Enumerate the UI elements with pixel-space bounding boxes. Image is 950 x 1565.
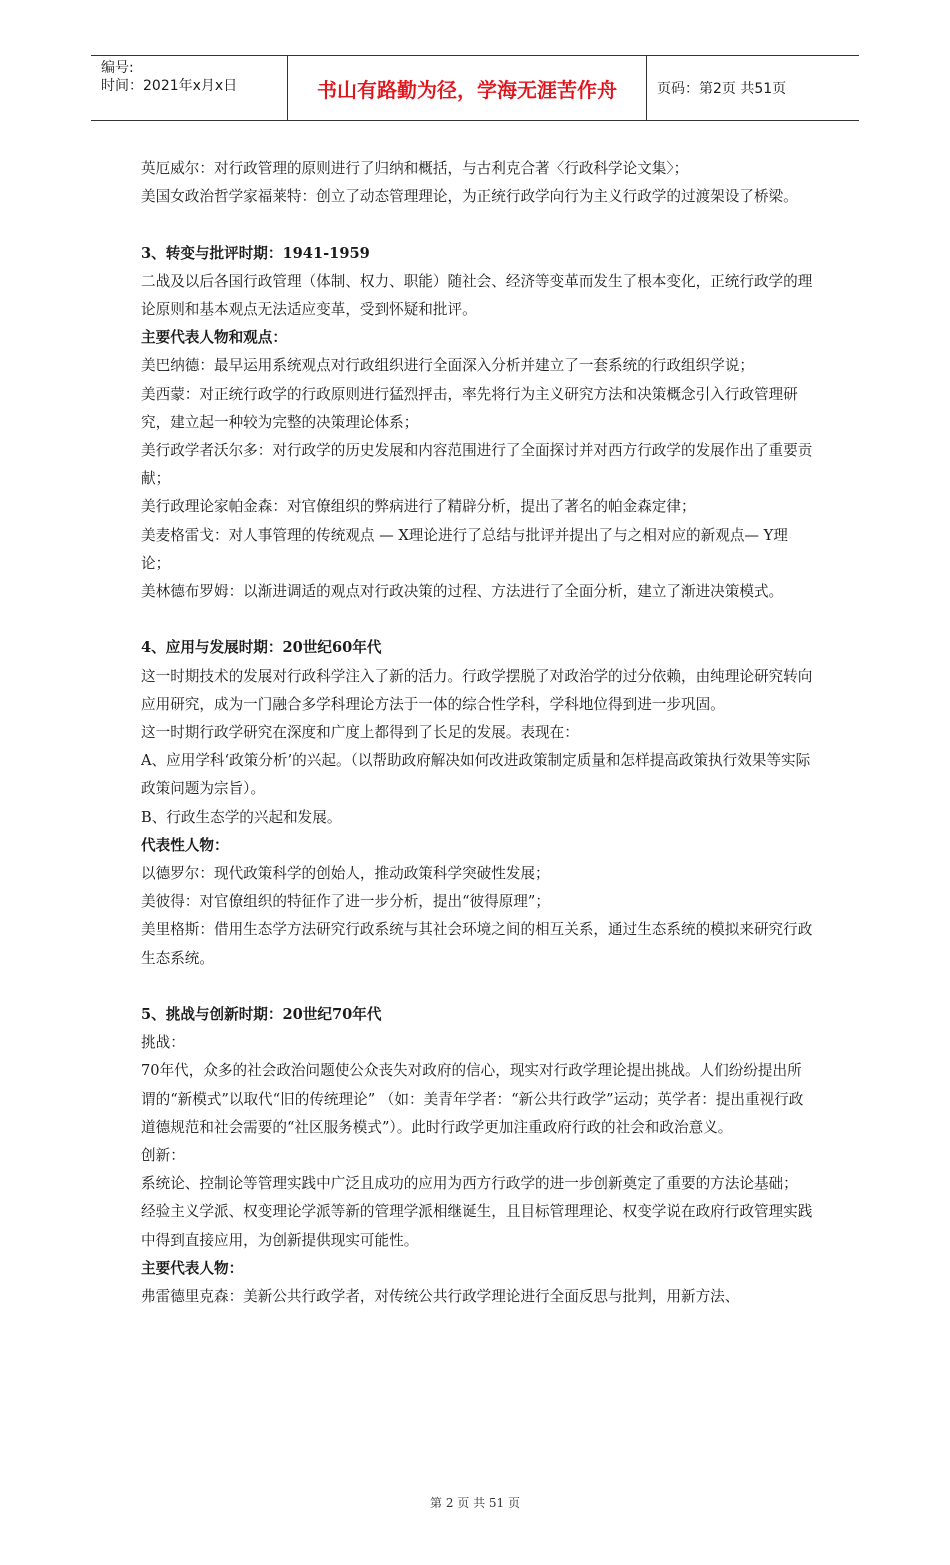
body-paragraph: 挑战：: [141, 1034, 185, 1052]
body-paragraph: 系统论、控制论等管理实践中广泛且成功的应用为西方行政学的进一步创新奠定了重要的方法论基础；: [141, 1175, 798, 1193]
body-paragraph: 美西蒙：对正统行政学的行政原则进行猛烈抨击，率先将行为主义研究方法和决策概念引入行政管理研究，建立起一种较为完整的决策理论体系；: [141, 385, 798, 431]
paragraph-spacer: [141, 973, 816, 1001]
body-paragraph: 创新：: [141, 1147, 185, 1165]
body-paragraph: 以德罗尔：现代政策科学的创始人，推动政策科学突破性发展；: [141, 865, 550, 883]
body-paragraph: 二战及以后各国行政管理（体制、权力、职能）随社会、经济等变革而发生了根本变化，正统行政学的理论原则和基本观点无法适应变革，受到怀疑和批评。: [141, 272, 813, 318]
header-motto: 书山有路勤为径，学海无涯苦作舟: [287, 56, 647, 120]
body-paragraph: B、行政生态学的兴起和发展。: [141, 808, 342, 826]
body-paragraph: 经验主义学派、权变理论学派等新的管理学派相继诞生，且目标管理理论、权变学说在政府行政管理实践中得到直接应用，为创新提供现实可能性。: [141, 1203, 813, 1249]
section-heading: 主要代表人物和观点：: [141, 329, 287, 347]
section-heading: 4、应用与发展时期：20世纪60年代: [141, 639, 382, 657]
page-header: [91, 55, 859, 121]
header-meta: [91, 56, 287, 120]
body-paragraph: 美国女政治哲学家福莱特：创立了动态管理理论，为正统行政学向行为主义行政学的过渡架设了桥梁。: [141, 188, 798, 206]
document-time-label: 时间：2021年x月x日: [101, 78, 238, 94]
body-paragraph: 美行政理论家帕金森：对官僚组织的弊病进行了精辟分析，提出了著名的帕金森定律；: [141, 498, 696, 516]
body-paragraph: 70年代，众多的社会政治问题使公众丧失对政府的信心，现实对行政学理论提出挑战。人们纷纷提出所谓的“新模式”以取代“旧的传统理论” （如：美青年学者：“新公共行政学”运动；英学者：提出重视行政道德规范和社会需要的“社区服务模式”）。此时行政学更加注重政府行政的社会和政治意义。: [141, 1062, 804, 1136]
body-paragraph: 这一时期技术的发展对行政科学注入了新的活力。行政学摆脱了对政治学的过分依赖，由纯理论研究转向应用研究，成为一门融合多学科理论方法于一体的综合性学科，学科地位得到进一步巩固。: [141, 667, 813, 713]
body-paragraph: A、应用学科‘政策分析’的兴起。（以帮助政府解决如何改进政策制定质量和怎样提高政策执行效果等实际政策问题为宗旨）。: [141, 752, 811, 798]
document-body: [141, 155, 816, 1311]
body-paragraph: 弗雷德里克森：美新公共行政学者，对传统公共行政学理论进行全面反思与批判，用新方法、: [141, 1288, 740, 1306]
body-paragraph: 美林德布罗姆：以渐进调适的观点对行政决策的过程、方法进行了全面分析，建立了渐进决策模式。: [141, 583, 784, 601]
paragraph-spacer: [141, 606, 816, 634]
section-heading: 3、转变与批评时期：1941-1959: [141, 244, 370, 262]
section-heading: 代表性人物：: [141, 836, 229, 854]
body-paragraph: 这一时期行政学研究在深度和广度上都得到了长足的发展。表现在：: [141, 724, 579, 742]
header-page-info: 页码：第2页 共51页: [657, 81, 787, 97]
paragraph-spacer: [141, 211, 816, 239]
body-paragraph: 英厄威尔：对行政管理的原则进行了归纳和概括，与古利克合著〈行政科学论文集〉；: [141, 160, 689, 177]
section-heading: 主要代表人物：: [141, 1259, 244, 1277]
body-paragraph: 美巴纳德：最早运用系统观点对行政组织进行全面深入分析并建立了一套系统的行政组织学说；: [141, 357, 754, 375]
body-paragraph: 美彼得：对官僚组织的特征作了进一步分析，提出“彼得原理”；: [141, 893, 550, 911]
page-footer: 第 2 页 共 51 页: [430, 1496, 520, 1510]
body-paragraph: 美里格斯：借用生态学方法研究行政系统与其社会环境之间的相互关系，通过生态系统的模拟来研究行政生态系统。: [141, 921, 813, 967]
body-paragraph: 美麦格雷戈：对人事管理的传统观点 — X理论进行了总结与批评并提出了与之相对应的新观点— Y理论；: [141, 526, 788, 572]
section-heading: 5、挑战与创新时期：20世纪70年代: [141, 1006, 382, 1024]
document-number-label: 编号:: [101, 60, 134, 76]
body-paragraph: 美行政学者沃尔多：对行政学的历史发展和内容范围进行了全面探讨并对西方行政学的发展作出了重要贡献；: [141, 442, 813, 488]
